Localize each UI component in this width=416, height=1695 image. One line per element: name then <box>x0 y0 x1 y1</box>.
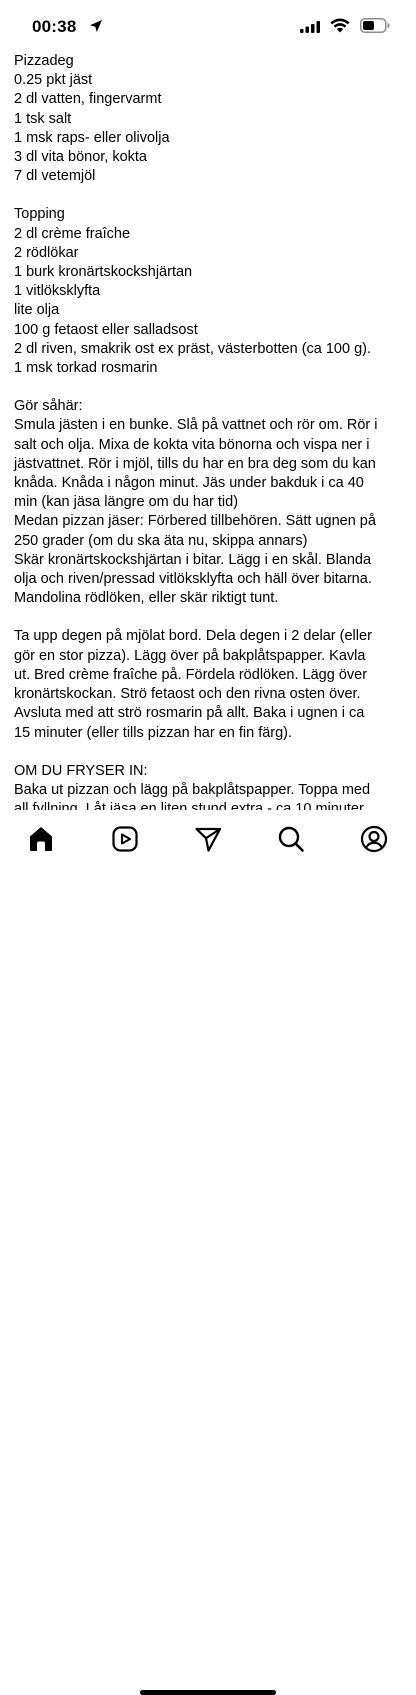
note-line: 2 dl riven, smakrik ost ex präst, västerbotten (ca 100 g). <box>14 340 372 357</box>
note-line: 250 grader (om du ska äta nu, skippa annars) <box>14 532 308 549</box>
note-line: Avsluta med att strö rosmarin på allt. Baka i ugnen i ca <box>14 705 365 722</box>
note-line: 3 dl vita bönor, kokta <box>14 149 147 166</box>
blank-line <box>14 378 410 397</box>
note-line: ut. Bred crème fraîche på. Fördela rödlöken. Lägg över <box>14 666 368 683</box>
battery-icon <box>360 18 390 33</box>
note-line: OM DU FRYSER IN: <box>14 762 148 779</box>
note-line: 2 dl vatten, fingervarmt <box>14 91 162 108</box>
search-icon <box>276 824 306 854</box>
note-line: jästvattnet. Rör i mjöl, tills du har en bra deg som du kan <box>14 455 376 472</box>
note-line: Smula jästen i en bunke. Slå på vattnet och rör om. Rör i <box>14 417 378 434</box>
note-line: knåda. Knåda i någon minut. Jäs under bakduk i ca 40 <box>14 475 364 492</box>
note-line: Ta upp degen på mjölat bord. Dela degen i 2 delar (eller <box>14 628 372 645</box>
blank-line <box>14 743 410 762</box>
note-line: Medan pizzan jäser: Förbered tillbehören. Sätt ugnen på <box>14 513 376 530</box>
send-icon <box>193 824 223 854</box>
cellular-signal-icon <box>300 21 320 33</box>
wifi-icon <box>330 18 350 33</box>
note-line: Gör såhär: <box>14 398 83 415</box>
reels-tab[interactable] <box>110 824 140 854</box>
note-text <box>14 52 410 839</box>
profile-icon <box>359 824 389 854</box>
home-indicator <box>140 1690 276 1695</box>
bottom-tab-bar <box>0 810 416 900</box>
note-line: min (kan jäsa längre om du har tid) <box>14 494 239 511</box>
note-line: Skär kronärtskockshjärtan i bitar. Lägg i en skål. Blanda <box>14 551 372 568</box>
location-arrow-icon <box>89 19 103 33</box>
blank-line <box>14 186 410 205</box>
note-line: 15 minuter (eller tills pizzan har en fin färg). <box>14 724 293 741</box>
reels-icon <box>110 824 140 854</box>
note-line: 7 dl vetemjöl <box>14 168 96 185</box>
profile-tab[interactable] <box>359 824 389 854</box>
note-line: 1 msk raps- eller olivolja <box>14 129 170 146</box>
note-line: lite olja <box>14 302 60 319</box>
status-bar <box>0 0 416 52</box>
note-line: salt och olja. Mixa de kokta vita bönorna och vispa ner i <box>14 436 370 453</box>
note-line: gör en stor pizza). Lägg över på bakplåtspapper. Kavla <box>14 647 366 664</box>
search-tab[interactable] <box>276 824 306 854</box>
note-line: olja och riven/pressad vitlöksklyfta och häll över bitarna. <box>14 571 372 588</box>
note-line: Pizzadeg <box>14 53 74 69</box>
note-line: 2 dl crème fraîche <box>14 225 131 242</box>
note-line: kronärtskockan. Strö fetaost och den rivna osten över. <box>14 686 361 703</box>
note-line: Topping <box>14 206 65 223</box>
note-line: 2 rödlökar <box>14 244 79 261</box>
note-line: Mandolina rödlöken, eller skär riktigt tunt. <box>14 590 279 607</box>
status-time: 00:38 <box>32 17 77 36</box>
note-line: 1 tsk salt <box>14 110 72 127</box>
note-line: Baka ut pizzan och lägg på bakplåtspapper. Toppa med <box>14 781 371 798</box>
note-line: 1 msk torkad rosmarin <box>14 360 158 377</box>
home-tab[interactable] <box>26 824 56 854</box>
blank-line <box>14 608 410 627</box>
note-line: 1 vitlöksklyfta <box>14 283 101 300</box>
note-line: 0.25 pkt jäst <box>14 72 93 89</box>
send-tab[interactable] <box>193 824 223 854</box>
home-icon <box>26 824 56 854</box>
note-line: 1 burk kronärtskockshjärtan <box>14 264 193 281</box>
note-line: 100 g fetaost eller salladsost <box>14 321 198 338</box>
